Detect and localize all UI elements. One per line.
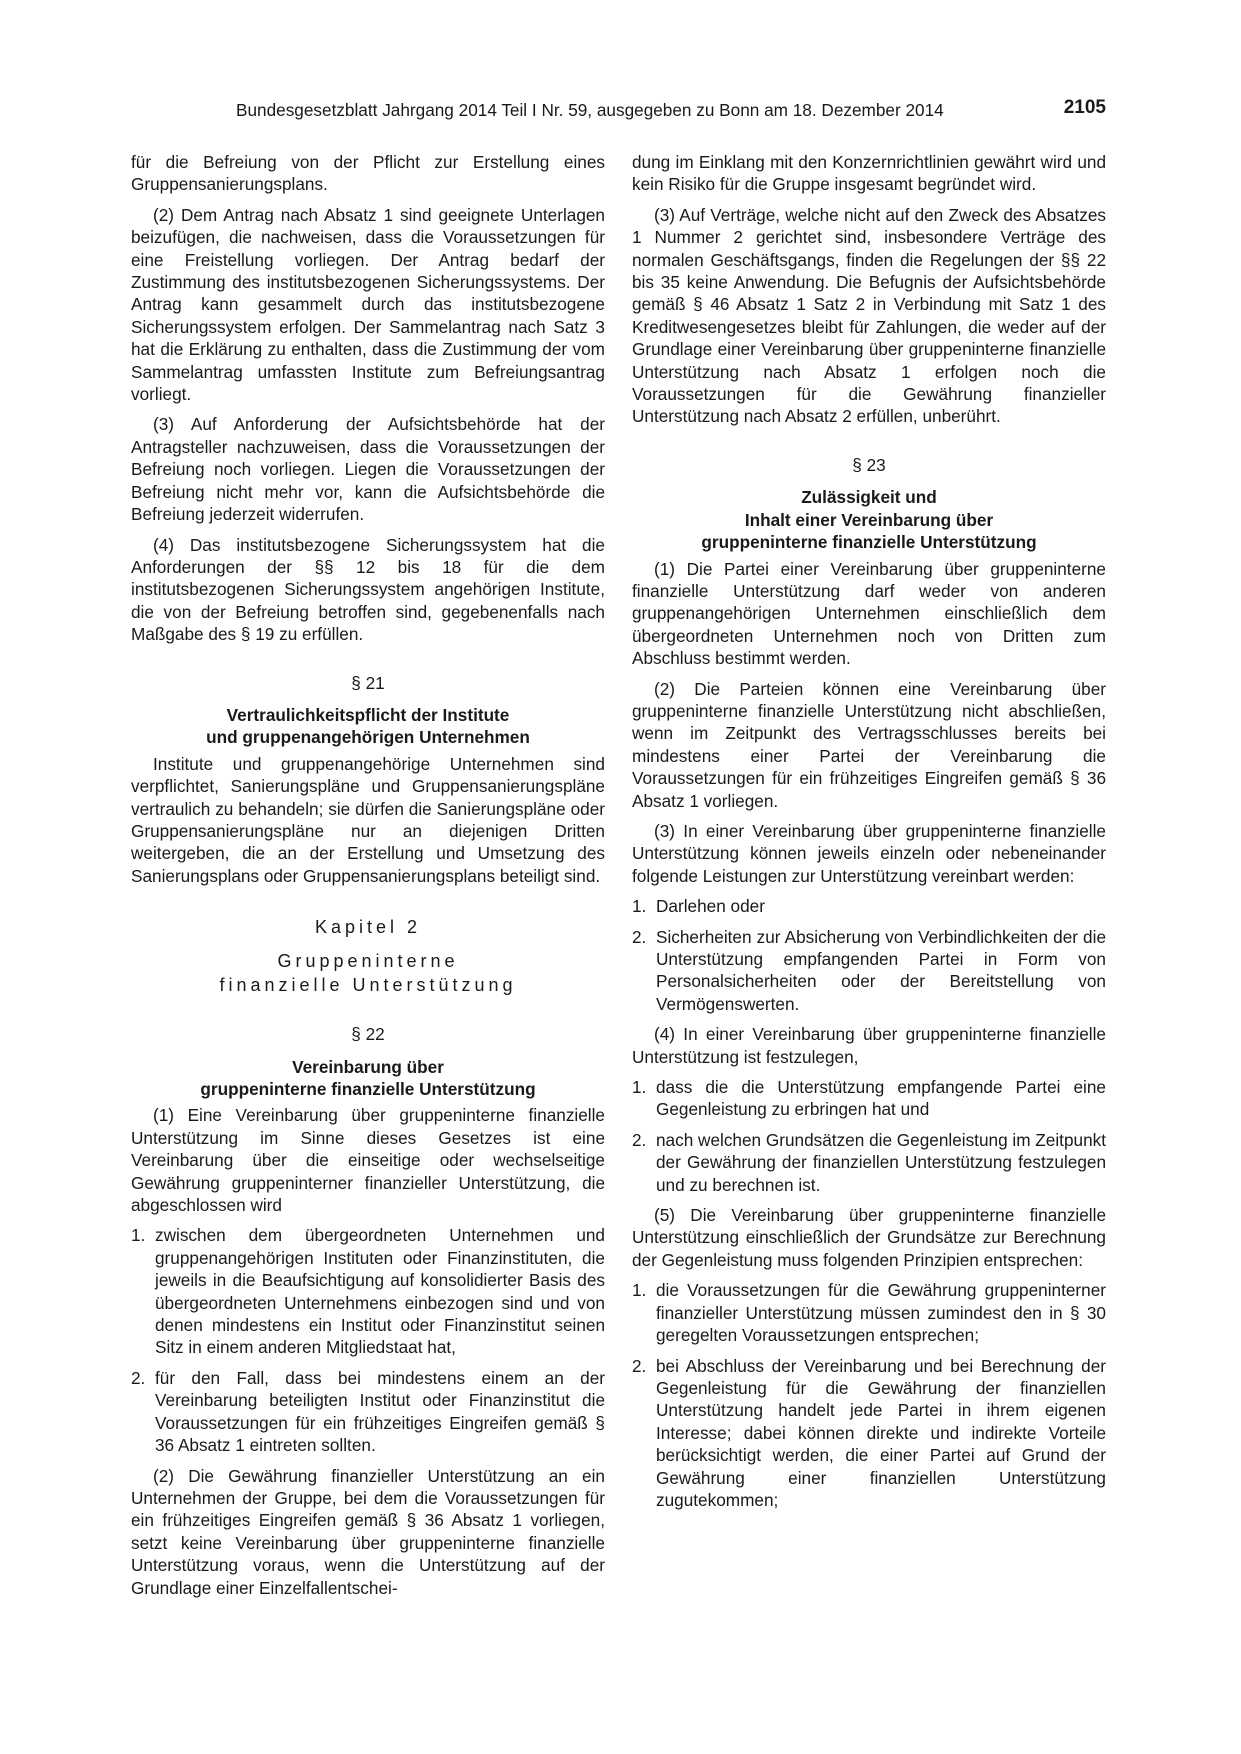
running-header: Bundesgesetzblatt Jahrgang 2014 Teil I Nr. 59, ausgegeben zu Bonn am 18. Dezember 2014 (236, 100, 944, 120)
paragraph: für die Befreiung von der Pflicht zur Erstellung eines Gruppensanierungsplans. (131, 152, 605, 195)
right-column (632, 151, 1106, 1519)
list-item (632, 895, 1106, 917)
section-title (131, 1056, 605, 1101)
list-number: 2. (632, 926, 647, 947)
page-number: 2105 (1063, 97, 1106, 118)
section-title (632, 486, 1106, 553)
list-text: zwischen dem übergeordneten Unternehmen und gruppenangehörigen Instituten oder Finanzinstituten, die jeweils in die Beaufsichtigung auf konsolidierter Basis des übergeordneten Unternehmens einbezogen sind und von denen mindestens ein Institut oder Finanzinstitut seinen Sitz in einem anderen Mitgliedstaat hat, (155, 1225, 605, 1358)
list-item (131, 1367, 605, 1457)
list-number: 1. (632, 1280, 647, 1301)
list-text: Darlehen oder (656, 896, 765, 917)
list-number: 2. (632, 1355, 647, 1376)
paragraph: (3) Auf Verträge, welche nicht auf den Zweck des Absatzes 1 Nummer 2 gerichtet sind, insbesondere Verträge des normalen Geschäftsgangs, finden die Regelungen der §§ 22 bis 35 keine Anwendung. Die Befugnis der Aufsichtsbehörde gemäß § 46 Absatz 1 Satz 2 in Verbindung mit Satz 1 des Kreditwesengesetzes bleibt für Zahlungen, die weder auf der Grundlage einer Vereinbarung über gruppeninterne finanzielle Unterstützung nach Absatz 1 erfolgen noch die Voraussetzungen für die Gewährung finanzieller Unterstützung nach Absatz 2 erfüllen, unberührt. (632, 204, 1106, 427)
paragraph: (2) Dem Antrag nach Absatz 1 sind geeignete Unterlagen beizufügen, die nachweisen, dass die Voraussetzungen für eine Freistellung vorliegen. Der Antrag bedarf der Zustimmung des institutsbezogenen Sicherungssystems. Der Antrag kann gesammelt durch das institutsbezogene Sicherungssystem erfolgen. Der Sammelantrag nach Satz 3 hat die Erklärung zu enthalten, dass die Zustimmung der vom Sammelantrag umfassten Institute zum Befreiungsantrag vorliegt. (131, 204, 605, 405)
section-number: § 22 (351, 1024, 385, 1045)
section-title-line: und gruppenangehörigen Unternehmen (206, 727, 530, 748)
chapter-title (131, 949, 605, 997)
section-number: § 21 (351, 672, 385, 693)
paragraph: dung im Einklang mit den Konzernrichtlinien gewährt wird und kein Risiko für die Gruppe insgesamt begründet wird. (632, 152, 1106, 195)
list-text: dass die die Unterstützung empfangende Partei eine Gegenleistung zu erbringen hat und (656, 1077, 1106, 1120)
chapter-title-line: finanzielle Unterstützung (219, 975, 517, 996)
paragraph: (5) Die Vereinbarung über gruppeninterne finanzielle Unterstützung einschließlich der Grundsätze zur Berechnung der Gegenleistung muss folgenden Prinzipien entsprechen: (632, 1205, 1106, 1270)
left-column (131, 151, 605, 1607)
section-title-line: Vertraulichkeitspflicht der Institute (226, 704, 510, 725)
section-number: § 23 (852, 454, 886, 475)
paragraph: (1) Eine Vereinbarung über gruppeninterne finanzielle Unterstützung im Sinne dieses Gesetzes ist eine Vereinbarung über die einseitige oder wechselseitige Gewährung gruppeninterner finanzieller Unterstützung, die abgeschlossen wird (131, 1105, 605, 1216)
section-title (131, 704, 605, 749)
paragraph: (3) Auf Anforderung der Aufsichtsbehörde hat der Antragsteller nachzuweisen, dass die Voraussetzungen der Befreiung noch vorliegen. Liegen die Voraussetzungen der Befreiung nicht mehr vor, kann die Aufsichtsbehörde die Befreiung jederzeit widerrufen. (131, 414, 605, 525)
section-title-line: Zulässigkeit und (801, 487, 937, 508)
paragraph: (3) In einer Vereinbarung über gruppeninterne finanzielle Unterstützung können jeweils einzeln oder nebeneinander folgende Leistungen zur Unterstützung vereinbart werden: (632, 820, 1106, 886)
list-text: für den Fall, dass bei mindestens einem an der Vereinbarung beteiligten Institut oder Finanzinstitut die Voraussetzungen für ein frühzeitiges Eingreifen gemäß § 36 Absatz 1 eintreten sollten. (155, 1367, 605, 1456)
list-text: bei Abschluss der Vereinbarung und bei Berechnung der Gegenleistung für die Gewährung der finanziellen Unterstützung handelt jede Partei in ihrem eigenen Interesse; dabei können direkte und indirekte Vorteile berücksichtigt werden, die einer Partei auf Grund der Gewährung einer finanziellen Unterstützung zugutekommen; (656, 1355, 1106, 1510)
list-item (632, 926, 1106, 1016)
paragraph: (1) Die Partei einer Vereinbarung über gruppeninterne finanzielle Unterstützung darf weder von anderen gruppenangehörigen Unternehmen einschließlich dem übergeordneten Unternehmen noch von Dritten zum Abschluss bestimmt werden. (632, 558, 1106, 669)
list-item (131, 1224, 605, 1358)
chapter-heading: Kapitel 2 (314, 917, 422, 938)
paragraph: (4) In einer Vereinbarung über gruppeninterne finanzielle Unterstützung ist festzulegen, (632, 1024, 1106, 1067)
paragraph: (4) Das institutsbezogene Sicherungssystem hat die Anforderungen der §§ 12 bis 18 für die dem institutsbezogenen Sicherungssystem angehörigen Institute, die von der Befreiung betroffen sind, gegebenenfalls nach Maßgabe des § 19 zu erfüllen. (131, 534, 605, 645)
chapter-title-line: Gruppeninterne (277, 951, 459, 972)
paragraph: (2) Die Parteien können eine Vereinbarung über gruppeninterne finanzielle Unterstützung nicht abschließen, wenn im Zeitpunkt des Vertragsschlusses bereits bei mindestens einer Partei der Vereinbarung die Voraussetzungen für ein frühzeitiges Eingreifen gemäß § 36 Absatz 1 vorliegen. (632, 678, 1106, 811)
list-number: 1. (632, 896, 647, 917)
list-text: nach welchen Grundsätzen die Gegenleistung im Zeitpunkt der Gewährung der finanziellen Unterstützung festzulegen und zu berechnen ist. (656, 1129, 1107, 1195)
section-title-line: gruppeninterne finanzielle Unterstützung (200, 1079, 536, 1099)
list-number: 2. (632, 1129, 647, 1150)
list-number: 2. (131, 1367, 146, 1388)
section-title-line: Vereinbarung über (292, 1056, 444, 1077)
list-item (632, 1129, 1106, 1196)
list-item (632, 1355, 1106, 1512)
section-title-line: gruppeninterne finanzielle Unterstützung (701, 532, 1037, 553)
page-header (236, 99, 1106, 125)
section-title-line: Inhalt einer Vereinbarung über (744, 509, 994, 530)
list-item (632, 1076, 1106, 1121)
list-item (632, 1279, 1106, 1346)
paragraph: (2) Die Gewährung finanzieller Unterstützung an ein Unternehmen der Gruppe, bei dem die Voraussetzungen für ein frühzeitiges Eingreifen gemäß § 36 Absatz 1 vorliegen, setzt keine Vereinbarung über gruppeninterne finanzielle Unterstützung voraus, wenn die Unterstützung auf der Grundlage einer Einzelfallentschei- (131, 1465, 605, 1598)
list-number: 1. (632, 1077, 647, 1098)
paragraph: Institute und gruppenangehörige Unternehmen sind verpflichtet, Sanierungspläne und Gruppensanierungspläne vertraulich zu behandeln; sie dürfen die Sanierungspläne oder Gruppensanierungspläne nur an diejenigen Dritten weitergeben, die an der Erstellung und Umsetzung des Sanierungsplans oder Gruppensanierungsplans beteiligt sind. (131, 753, 605, 886)
list-text: Sicherheiten zur Absicherung von Verbindlichkeiten der die Unterstützung empfangenden Partei in Form von Personalsicherheiten oder der Bereitstellung von Vermögenswerten. (656, 926, 1106, 1014)
list-text: die Voraussetzungen für die Gewährung gruppeninterner finanzieller Unterstützung müssen zumindest den in § 30 geregelten Voraussetzungen entsprechen; (656, 1280, 1106, 1346)
list-number: 1. (131, 1225, 146, 1246)
